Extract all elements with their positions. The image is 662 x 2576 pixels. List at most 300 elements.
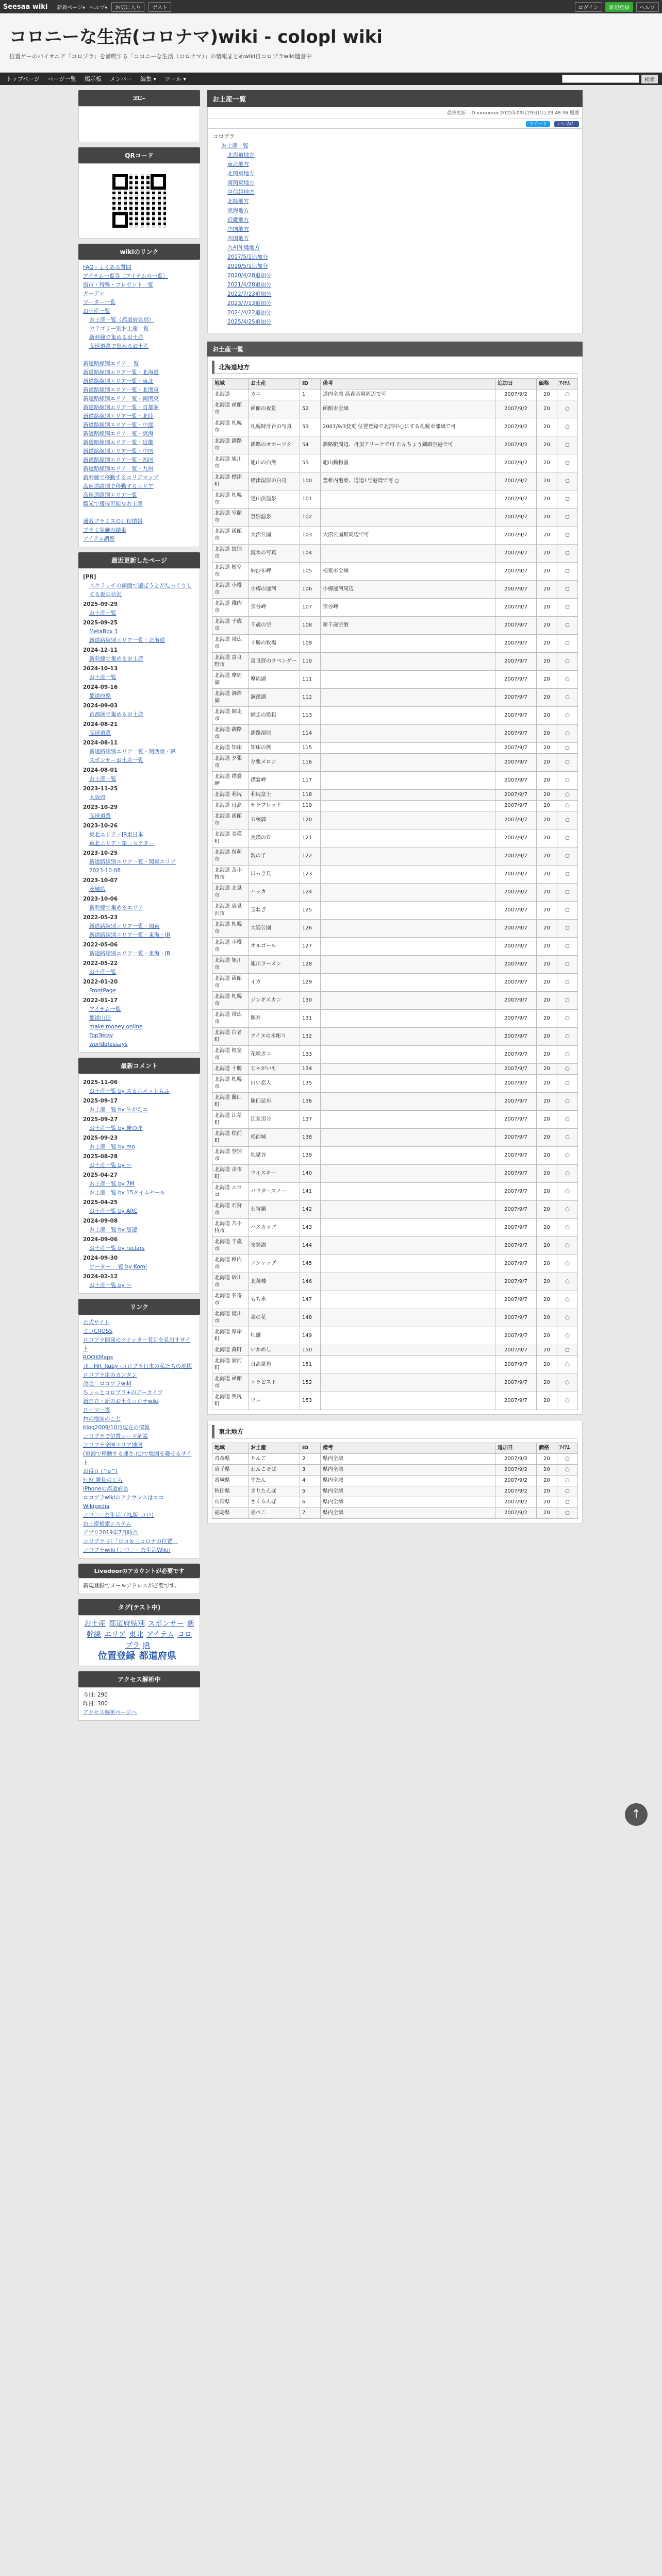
list-item[interactable]: お土産一覧 by mo [89, 1144, 135, 1150]
tag-item[interactable]: エリア [104, 1631, 126, 1639]
table-cell[interactable]: 松前城 [249, 1129, 300, 1147]
list-item[interactable]: 新道路線別エリア一覧・北海道 [89, 637, 165, 643]
toc-subitem[interactable]: 2017/5/1追加分 [227, 254, 268, 260]
table-row [212, 1327, 578, 1345]
toc-subitem[interactable]: 2024/4/22追加分 [227, 310, 272, 316]
list-item[interactable]: お土産一覧 by reclars [89, 1245, 145, 1251]
table-cell: 北海道 富良野市 [212, 653, 249, 671]
list-item[interactable]: 都道府県 [89, 693, 111, 699]
table-cell: 福島県 [212, 1508, 249, 1519]
table-cell: 県内全域 [321, 1465, 495, 1476]
table-cell: 2007/9/2 [495, 400, 537, 418]
table-cell: 119 [300, 801, 321, 811]
table-cell: 145 [300, 1255, 321, 1273]
table-cell: 北海道 知床 [212, 743, 249, 754]
table-cell[interactable]: 利尻富士 [249, 790, 300, 801]
link-item[interactable]: 改定：ロコプラwiki [83, 1381, 132, 1387]
table-cell: 根室市全域 [321, 563, 495, 581]
list-item[interactable]: 東北エリア・JR東日本 [89, 832, 143, 838]
table-cell: 20 [537, 1392, 557, 1410]
list-item[interactable]: 2023-10-08 [89, 868, 121, 874]
table-cell [321, 689, 495, 707]
table-cell [321, 1183, 495, 1201]
login-button[interactable]: ログイン [575, 2, 603, 12]
table-cell[interactable]: 流氷の写真 [249, 545, 300, 563]
list-item[interactable]: 茨城県 [89, 886, 106, 892]
table-cell: 北海道 江差町 [212, 1111, 249, 1129]
table-cell: 20 [537, 581, 557, 599]
table-cell[interactable]: カニ [249, 389, 300, 400]
table-cell: 20 [537, 1093, 557, 1111]
table-row [212, 743, 578, 754]
table-cell: ○ [557, 772, 578, 790]
site-title[interactable]: コロニーな生活(コロナマ)wiki - colopl wiki [9, 27, 383, 47]
toc-item[interactable]: お土産一覧 [221, 143, 249, 149]
table-cell[interactable]: いかめし [249, 1345, 300, 1356]
table-cell[interactable]: 札幌時計台の写真 [249, 418, 300, 436]
list-item[interactable]: お土産一覧 [89, 969, 117, 975]
link-item[interactable]: ｺﾛﾆｰHR_Ruby -コロプラ日本の私たちの地図 [83, 1363, 192, 1369]
list-item[interactable]: お土産一覧 by 俺の匠 [89, 1125, 143, 1131]
table-cell: 北海道 日高 [212, 801, 249, 811]
wiki-link[interactable]: 新道路線別エリア一覧・四国 [83, 457, 154, 463]
table-cell[interactable]: もち米 [249, 1291, 300, 1309]
table-cell[interactable]: さくらんぼ [249, 1497, 300, 1508]
table-row [212, 689, 578, 707]
wiki-link[interactable]: 新道路線別エリア一覧・九州 [83, 466, 154, 472]
link-item[interactable]: ミコCROSS [83, 1328, 113, 1334]
date-label: 2024-09-30 [83, 1255, 118, 1261]
guest-button[interactable]: ゲスト [148, 2, 171, 12]
tag-item[interactable]: お土産 [84, 1620, 106, 1628]
access-line: 昨日: 300 [83, 1701, 108, 1707]
table-cell: 4 [300, 1476, 321, 1486]
search-button[interactable]: 検索 [641, 75, 658, 83]
table-cell[interactable]: 北菓楼 [249, 1273, 300, 1291]
topbar-item-help[interactable]: ヘルプ▾ [89, 5, 108, 11]
nav-page-list[interactable]: ページ一覧 [48, 76, 76, 82]
wiki-link[interactable]: ガーデン [83, 291, 105, 297]
table-cell[interactable]: じゃがいも [249, 1064, 300, 1075]
toc-subitem[interactable]: 2020/4/28追加分 [227, 273, 272, 279]
link-item[interactable]: 公式サイト [83, 1319, 110, 1326]
table-cell: 20 [537, 689, 557, 707]
list-item[interactable]: 都道山頂 [89, 1015, 111, 1021]
link-item[interactable]: コロプラで位置コード解説 [83, 1433, 148, 1439]
link-item[interactable]: お土産検索システム [83, 1521, 131, 1527]
wiki-link[interactable]: 新道路線別エリア一覧・北関東 [83, 387, 159, 393]
tag-item[interactable]: JR [143, 1641, 150, 1650]
table-cell: ○ [557, 725, 578, 743]
date-label: 2024-09-03 [83, 703, 118, 709]
link-item[interactable]: アプリ2019年7月時点 [83, 1530, 138, 1536]
wiki-sublink[interactable]: 新幹線で集めるお土産 [89, 334, 143, 341]
table-cell: ○ [557, 1064, 578, 1075]
link-item[interactable]: コロプラ全国エリア地図 [83, 1442, 143, 1448]
table-row [212, 1129, 578, 1147]
table-cell: 2007/9/7 [495, 829, 537, 848]
link-item[interactable]: ロコプラ用のカンタン [83, 1372, 137, 1378]
links-box [78, 1315, 200, 1558]
wiki-link[interactable]: FAQ - よくある質問 [83, 264, 131, 270]
tag-item[interactable]: コロプラ [125, 1631, 192, 1650]
table-cell: 20 [537, 599, 557, 617]
table-cell [321, 1356, 495, 1374]
nav-top[interactable]: トップページ [6, 76, 40, 82]
list-item[interactable]: 新道路線別エリア一覧・東海・JR [89, 932, 171, 938]
wiki-link[interactable]: 新道路線別エリア 一覧 [83, 361, 139, 367]
toc-subitem[interactable]: 2025/4/25追加分 [227, 319, 272, 325]
table-cell: 20 [537, 1064, 557, 1075]
table-cell: ○ [557, 418, 578, 436]
table-cell: ○ [557, 599, 578, 617]
table-cell[interactable]: 牡蠣 [249, 1327, 300, 1345]
link-item[interactable]: ロコプラwikiのアナウンスはココ [83, 1495, 164, 1501]
list-item[interactable]: お土産一覧 by 15タイムセール [89, 1190, 166, 1196]
tag-item[interactable]: 東北 [128, 1631, 143, 1639]
list-item[interactable]: お土産一覧 by スカルメットもふ [89, 1088, 170, 1094]
tag-item[interactable]: アイテム [146, 1631, 175, 1639]
table-row [212, 1476, 578, 1486]
table-row [212, 1201, 578, 1219]
list-item[interactable]: 新道路線別エリア一覧・東海・JR [89, 951, 171, 957]
favorite-button[interactable]: お気に入り [111, 2, 144, 12]
table-cell[interactable]: 旭山の白熊 [249, 454, 300, 472]
table-cell[interactable]: 宗谷岬 [249, 599, 300, 617]
toc-subitem[interactable]: 北関東地方 [227, 171, 255, 177]
tag-item-large[interactable]: 位置登録 [98, 1651, 135, 1662]
table-cell[interactable]: 摩周湖 [249, 671, 300, 689]
nav-tools[interactable]: ツール ▾ [164, 76, 186, 82]
table-cell[interactable]: 羅臼昆布 [249, 1093, 300, 1111]
toc-subitem[interactable]: 北海道地方 [227, 152, 255, 158]
table-cell[interactable]: 標津湿原の白鳥 [249, 472, 300, 490]
table-cell[interactable]: ジンギスカン [249, 992, 300, 1010]
table-cell[interactable]: 玉ねぎ [249, 902, 300, 920]
search-input[interactable] [562, 75, 639, 83]
table-cell: ○ [557, 1165, 578, 1183]
table-cell: 道内全域 高森県境周辺で可 [321, 389, 495, 400]
list-item[interactable]: スクラッチの画面で遊ぼうとがたっくりしてる仮の状況 [89, 583, 192, 598]
table-cell: ○ [557, 1291, 578, 1309]
table-row [212, 509, 578, 527]
link-item[interactable]: Wikipedia [83, 1503, 110, 1510]
nav-edit[interactable]: 編集 ▾ [140, 76, 157, 82]
seesaa-logo[interactable]: Seesaa wiki [3, 3, 48, 11]
livedoor-account-button[interactable]: Livedoorのアカウントが必要です [78, 1564, 200, 1578]
list-item[interactable]: お土産一覧 [89, 674, 117, 681]
tag-item[interactable]: 都道府県別 [109, 1620, 145, 1628]
table-cell: 函館市全域 [321, 400, 495, 418]
table-cell[interactable]: 数の子 [249, 848, 300, 866]
list-item[interactable]: 新幹線で集めるエリア [89, 905, 143, 911]
table-cell[interactable]: 支笏湖 [249, 1237, 300, 1255]
table-cell: 20 [537, 956, 557, 974]
date-label: 2023-10-26 [83, 823, 118, 829]
table-cell[interactable]: 赤べこ [249, 1508, 300, 1519]
table-cell[interactable]: 定山渓温泉 [249, 490, 300, 509]
table-cell[interactable]: りんご [249, 1454, 300, 1465]
table-row [212, 1374, 578, 1392]
link-item[interactable]: ROOKMaps [83, 1354, 113, 1361]
table-cell[interactable]: 五稜郭 [249, 811, 300, 829]
list-item[interactable]: 新道路線別エリア一覧・関東エリア [89, 859, 176, 865]
register-button[interactable]: 新規登録 [605, 2, 633, 12]
link-item[interactable]: (東海で移動する速さ,他)で地図を載せるサイト [83, 1451, 192, 1466]
list-item[interactable]: スポンサーお土産一覧 [89, 757, 143, 764]
list-item[interactable]: お土産一覧 by 〜 [89, 1162, 132, 1168]
table-row [212, 1273, 578, 1291]
toc-subitem[interactable]: 九州沖縄地方 [227, 245, 260, 251]
link-item[interactable]: コロプラwiki [コロニーな生活Wiki] [83, 1547, 171, 1553]
table-row [212, 1165, 578, 1183]
wiki-link[interactable]: 新道路線別エリア一覧・首都圏 [83, 404, 159, 411]
table-cell[interactable]: ハッカ [249, 884, 300, 902]
table-cell: 20 [537, 509, 557, 527]
list-item[interactable]: 新道路線別エリア一覧・関西東・JR [89, 749, 176, 755]
list-item[interactable]: お土産一覧 by 〜 [89, 1282, 132, 1289]
list-item[interactable]: 新道路線別エリア一覧・関東 [89, 923, 160, 929]
table-cell: 106 [300, 581, 321, 599]
table-cell[interactable]: 洞爺湖 [249, 689, 300, 707]
link-item[interactable]: ｹｰﾀｲ 勝負のくら [83, 1477, 123, 1483]
wiki-link[interactable]: ツーター一覧 [83, 299, 115, 306]
toc-subitem[interactable]: 2023/7/13追加分 [227, 300, 272, 307]
table-cell: ○ [557, 563, 578, 581]
table-cell[interactable]: 夕張メロン [249, 754, 300, 772]
list-item[interactable]: MetaBox 1 [89, 629, 118, 635]
table-cell: 北海道 旭川市 [212, 454, 249, 472]
list-item[interactable]: お土産一覧 by 悠遊 [89, 1227, 138, 1233]
table-cell[interactable]: サラブレッド [249, 801, 300, 811]
table-cell[interactable]: 千歳の空 [249, 617, 300, 635]
table-cell[interactable]: 函館の夜景 [249, 400, 300, 418]
table-cell: 125 [300, 902, 321, 920]
toc-subitem[interactable]: 北陸地方 [227, 198, 249, 205]
toc-subitem[interactable]: 南関東地方 [227, 180, 255, 186]
table-cell: 宮城県 [212, 1476, 249, 1486]
toc-subitem[interactable]: 東北地方 [227, 161, 249, 167]
table-cell[interactable]: 旭川ラーメン [249, 956, 300, 974]
table-cell[interactable]: 登別温泉 [249, 509, 300, 527]
toc-subitem[interactable]: 中国地方 [227, 226, 249, 232]
table-cell: 北海道 苫小牧市 [212, 1219, 249, 1237]
table-cell: 2007/9/2 [495, 454, 537, 472]
table-cell[interactable]: オルゴール [249, 938, 300, 956]
table-cell[interactable]: 大通公園 [249, 920, 300, 938]
wiki-link[interactable]: 街市・特殊・プレゼント一覧 [83, 282, 154, 288]
list-item[interactable]: worldofessays [89, 1041, 128, 1047]
wiki-link[interactable]: 新道路線別エリア一覧・東北 [83, 378, 154, 384]
link-item[interactable]: blog2009/10月現在の情報 [83, 1425, 150, 1431]
scroll-top-icon[interactable]: ↑ [625, 1803, 648, 1826]
table-cell [321, 920, 495, 938]
table-cell[interactable]: 知床の熊 [249, 743, 300, 754]
table-cell[interactable]: 菜の花 [249, 1309, 300, 1327]
wiki-link[interactable]: 新道路線別エリア一覧・近畿 [83, 439, 154, 446]
list-item[interactable]: 東北エリア・第三セクター [89, 840, 154, 846]
date-label: 2023-11-25 [83, 786, 118, 792]
wiki-sublink[interactable]: カテゴリー別お土産一覧 [89, 326, 149, 332]
table-cell[interactable]: 江差追分 [249, 1111, 300, 1129]
list-item[interactable]: 首都圏で集めるお土産 [89, 711, 143, 718]
list-item[interactable]: お土産一覧 by ARC [89, 1208, 138, 1214]
table-cell[interactable]: 小樽の運河 [249, 581, 300, 599]
table-cell[interactable]: ウイスキー [249, 1165, 300, 1183]
table-cell[interactable]: ノシャップ [249, 1255, 300, 1273]
table-row [212, 1147, 578, 1165]
column-header: 追加日 [495, 379, 537, 389]
table-cell[interactable]: 十勝の牧場 [249, 635, 300, 653]
toc-subitem[interactable]: 東海地方 [227, 208, 249, 214]
toc-subitem[interactable]: 甲信越地方 [227, 189, 255, 195]
wiki-sublink[interactable]: 高速道路で集めるお土産 [89, 343, 149, 349]
table-cell: 121 [300, 829, 321, 848]
tag-item[interactable]: スポンサー [148, 1620, 184, 1628]
topbar-item-new[interactable]: 新着ページ▾ [57, 5, 86, 11]
list-item[interactable]: 新幹線で集めるお土産 [89, 656, 143, 662]
table-cell: 137 [300, 1111, 321, 1129]
wiki-link[interactable]: アイテム調整 [83, 536, 115, 542]
link-item[interactable]: 新国立・新のお土産コロナwiki [83, 1398, 159, 1404]
list-item[interactable]: アイテム一覧 [89, 1006, 121, 1012]
table-cell[interactable]: 地獄谷 [249, 1147, 300, 1165]
table-cell[interactable]: パウダースノー [249, 1183, 300, 1201]
tag-item-large[interactable]: 都道府県 [139, 1651, 176, 1662]
table-row [212, 1356, 578, 1374]
table-cell[interactable]: 石狩鍋 [249, 1201, 300, 1219]
table-row [212, 725, 578, 743]
wiki-link[interactable]: 通販プラミスの日程情報 [83, 518, 143, 524]
table-cell[interactable]: 富良野のラベンダー [249, 653, 300, 671]
table-cell [321, 1327, 495, 1345]
table-cell[interactable]: 釧路のオホーツク [249, 436, 300, 454]
table-row [212, 490, 578, 509]
wiki-link[interactable]: 観光で獲得可能なお土産 [83, 501, 143, 507]
table-cell: 20 [537, 938, 557, 956]
table-cell[interactable]: 日高昆布 [249, 1356, 300, 1374]
table-cell: 102 [300, 509, 321, 527]
wiki-link[interactable]: 新道路線別エリア一覧・南関東 [83, 396, 159, 402]
toc-subitem[interactable]: 四国地方 [227, 235, 249, 242]
link-item[interactable]: コロニーな生活（PL版_コロ) [83, 1512, 154, 1518]
table-cell[interactable]: 牛たん [249, 1476, 300, 1486]
table-cell[interactable]: 花咲ガニ [249, 1046, 300, 1064]
table-cell[interactable]: 網走の監獄 [249, 707, 300, 725]
table-row [212, 1010, 578, 1028]
link-item[interactable]: お得ロ (^o^) [83, 1468, 118, 1475]
table-cell[interactable]: 白い恋人 [249, 1075, 300, 1093]
table-cell[interactable]: きりたんぽ [249, 1486, 300, 1497]
wiki-link[interactable]: アイテム一覧等（アイテムの一覧） [83, 273, 169, 279]
wiki-link[interactable]: 高速道路別で移動するエリア [83, 483, 154, 489]
link-item[interactable]: ローマー等 [83, 1407, 110, 1413]
table-cell[interactable]: ウニ [249, 1392, 300, 1410]
wiki-link[interactable]: 新道路線別エリア一覧・北陸 [83, 413, 154, 419]
help-button[interactable]: ヘルプ [636, 2, 659, 12]
table-cell[interactable]: 大沼公園 [249, 527, 300, 545]
list-item[interactable]: お土産一覧 [89, 776, 117, 782]
table-cell: 20 [537, 790, 557, 801]
table-row [212, 454, 578, 472]
table-cell[interactable]: イカ [249, 974, 300, 992]
wiki-link[interactable]: 新道路線別エリア一覧・北海道 [83, 369, 159, 376]
column-header: 備考 [321, 379, 495, 389]
wiki-link[interactable]: お土産一覧 [83, 308, 110, 314]
toc-subitem[interactable]: 2021/4/28追加分 [227, 282, 272, 288]
list-item[interactable]: TopTecsy [89, 1032, 113, 1039]
nav-bbs[interactable]: 掲示板 [84, 76, 102, 82]
link-item[interactable]: ﾀﾏの地図のこと [83, 1416, 121, 1422]
table-cell[interactable]: 釧路湿原 [249, 725, 300, 743]
table-row [212, 754, 578, 772]
wiki-link[interactable]: 新道路線別エリア一覧・中国 [83, 448, 154, 454]
table-cell[interactable]: トラピスト [249, 1374, 300, 1392]
list-item[interactable]: お土産一覧 [89, 610, 117, 616]
table-cell: 県内全域 [321, 1486, 495, 1497]
nav-members[interactable]: メンバー [109, 76, 133, 82]
link-item[interactable]: ちょっとコロプラ+のアーカイブ [83, 1389, 163, 1396]
table-cell: 2007/9/2 [495, 1476, 537, 1486]
wiki-link[interactable]: 高速道路別エリア一覧 [83, 492, 137, 498]
table-cell: ○ [557, 801, 578, 811]
toc-subitem[interactable]: 2022/7/13追加分 [227, 291, 272, 297]
wiki-link[interactable]: 新幹線で移動するエリアマップ [83, 474, 159, 481]
toc-subitem[interactable]: 2019/5/1追加分 [227, 263, 268, 269]
table-cell: 豊稚内港東、道道1号港湾で可 ○ [321, 472, 495, 490]
table-cell[interactable]: わんこそば [249, 1465, 300, 1476]
table-cell[interactable]: 美瑛の丘 [249, 829, 300, 848]
table-cell: 新千歳空港 [321, 617, 495, 635]
table-cell[interactable]: 豚丼 [249, 1010, 300, 1028]
tag-item[interactable]: 新幹線 [86, 1620, 194, 1639]
access-heading: アクセス解析中 [78, 1671, 200, 1687]
link-item[interactable]: コロプラ日ﾐ「ロコ＆三コロナの位置」 [83, 1538, 178, 1545]
wiki-sublink[interactable]: お土産一覧（都道府県別） [89, 317, 154, 323]
link-item[interactable]: iPhoneの都道府県 [83, 1486, 128, 1492]
tweet-button[interactable]: ツイート [526, 121, 551, 127]
wiki-link[interactable]: 新道路線別エリア一覧・中部 [83, 422, 154, 428]
like-button[interactable]: いいね！ [554, 121, 579, 127]
list-item[interactable]: 高速道路 [89, 813, 111, 819]
table-row [212, 1111, 578, 1129]
table-cell: 20 [537, 527, 557, 545]
link-item[interactable]: ロコプラ開発のツイッター者目を見出すサイト [83, 1337, 191, 1352]
table-cell[interactable]: 襟裳岬 [249, 772, 300, 790]
table-cell: ○ [557, 1201, 578, 1219]
list-item[interactable]: お土産一覧 by 7M [89, 1181, 135, 1187]
table-cell[interactable]: ほっき貝 [249, 866, 300, 884]
list-item[interactable]: お土産一覧 by 牛がたエ [89, 1107, 148, 1113]
table-cell[interactable]: 納沙布岬 [249, 563, 300, 581]
list-item[interactable]: 大阪府 [89, 794, 106, 801]
table-cell [321, 1075, 495, 1093]
table-cell[interactable]: アイヌの木彫り [249, 1028, 300, 1046]
toc-subitem[interactable]: 近畿地方 [227, 217, 249, 223]
table-cell: 2 [300, 1454, 321, 1465]
list-item[interactable]: ツーター 一覧 by Komi [89, 1264, 147, 1270]
wiki-link[interactable]: 新道路線別エリア一覧・東海 [83, 431, 154, 437]
table-cell[interactable]: ハスカップ [249, 1219, 300, 1237]
access-line[interactable]: アクセス解析ページへ [83, 1709, 137, 1716]
list-item[interactable]: make money online [89, 1024, 143, 1030]
table-cell: 141 [300, 1183, 321, 1201]
table-cell: 北海道 苫小牧市 [212, 866, 249, 884]
wiki-link[interactable]: プラミ実施の結果 [83, 527, 126, 533]
list-item[interactable]: 高速道路 [89, 730, 111, 736]
list-item[interactable]: FrontPage [89, 988, 116, 994]
table-cell: 20 [537, 454, 557, 472]
